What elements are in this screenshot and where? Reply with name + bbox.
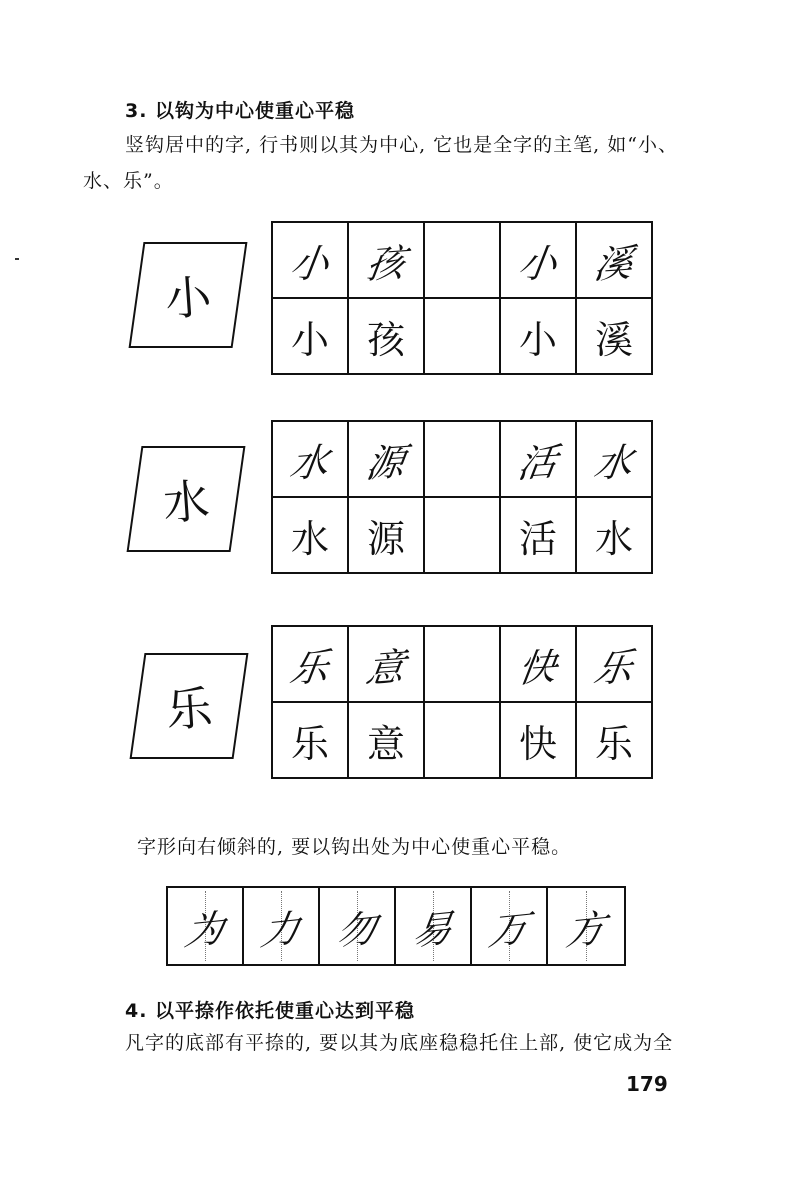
grid-2-cell: 活: [518, 516, 557, 561]
large-char-box-3: [130, 653, 249, 759]
grid-3-cell: 乐: [290, 721, 329, 766]
tilt-example-char: 为: [181, 905, 228, 954]
grid-1-cell: 孩: [366, 317, 405, 362]
tilt-example-char: 力: [257, 905, 304, 954]
tilt-example-cell: [548, 888, 624, 964]
grid-2-cell: 源: [363, 439, 408, 486]
large-char-box-1: [129, 242, 248, 348]
tilt-example-char: 万: [485, 905, 532, 954]
tilt-example-char: 勿: [333, 905, 380, 954]
grid-1-cell: 小: [290, 317, 329, 362]
large-char-box-2: [127, 446, 246, 552]
grid-3-cell: 快: [515, 644, 560, 691]
scan-speck: [15, 258, 19, 260]
grid-1-cell: 小: [518, 317, 557, 362]
tilt-example-strip: [166, 886, 626, 966]
grid-2-cell: 水: [591, 439, 636, 486]
tilt-example-char: 易: [409, 905, 456, 954]
grid-2-cell: 水: [287, 439, 332, 486]
grid-3-cell: 乐: [594, 721, 633, 766]
section-3-paragraph-line-2: 水、乐”。: [83, 170, 174, 192]
grid-2-cell: 水: [290, 516, 329, 561]
tilt-example-cell: [168, 888, 244, 964]
tilt-example-cell: [244, 888, 320, 964]
large-char-1: 小: [163, 269, 214, 327]
grid-3-cell: 快: [518, 721, 557, 766]
section-3-heading: 3. 以钩为中心使重心平稳: [125, 100, 356, 122]
large-char-3: 乐: [164, 680, 215, 738]
section-3-paragraph-line-1: 竖钩居中的字, 行书则以其为中心, 它也是全字的主笔, 如“小、: [125, 134, 678, 156]
grid-1-cell: 小: [287, 240, 332, 287]
tilt-example-cell: [472, 888, 548, 964]
tilt-example-char: 方: [562, 905, 609, 954]
grid-1-cell: 孩: [363, 240, 408, 287]
tilt-example-cell: [396, 888, 472, 964]
section-4-heading: 4. 以平捺作依托使重心达到平稳: [125, 1000, 416, 1022]
example-grid-2: [271, 420, 653, 574]
grid-1-cell: 溪: [594, 317, 633, 362]
large-char-2: 水: [161, 473, 212, 531]
tilt-example-cell: [320, 888, 396, 964]
grid-2-cell: 水: [594, 516, 633, 561]
grid-3-cell: 乐: [591, 644, 636, 691]
grid-3-cell: 意: [366, 721, 405, 766]
grid-3-cell: 意: [363, 644, 408, 691]
example-grid-3: [271, 625, 653, 779]
grid-3-cell: 乐: [287, 644, 332, 691]
grid-1-cell: 小: [515, 240, 560, 287]
grid-2-cell: 活: [515, 439, 560, 486]
tilt-note: 字形向右倾斜的, 要以钩出处为中心使重心平稳。: [137, 836, 572, 858]
grid-1-cell: 溪: [591, 240, 636, 287]
page-number: 179: [626, 1072, 668, 1096]
example-grid-1: [271, 221, 653, 375]
grid-2-cell: 源: [366, 516, 405, 561]
section-4-paragraph-line-1: 凡字的底部有平捺的, 要以其为底座稳稳托住上部, 使它成为全: [125, 1032, 674, 1054]
